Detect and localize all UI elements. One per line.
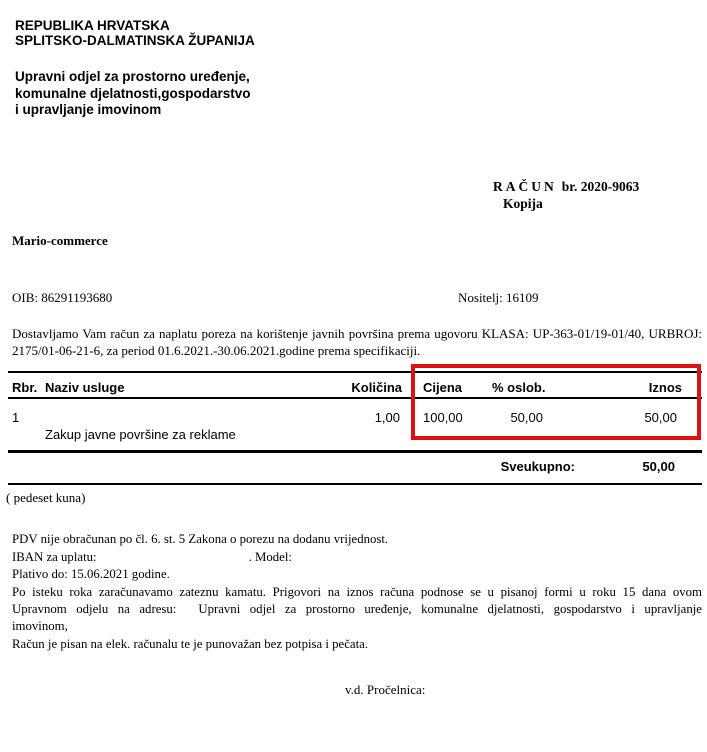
intro-line2: 2175/01-06-21-6, za period 01.6.2021.-30.06.2021.godine prema specifikaciji. — [12, 343, 421, 358]
iban-blank-space — [97, 560, 249, 561]
row-iznos: 50,00 — [644, 410, 677, 425]
table-rule-top — [8, 371, 702, 373]
note-due-date: Plativo do: 15.06.2021 godine. — [12, 567, 170, 581]
note-address — [12, 602, 702, 617]
table-rule-under-header — [8, 397, 702, 399]
address-value: Upravni odjel za prostorno uređenje, komunalne djelatnosti, gospodarstvo i upravljanje — [198, 602, 702, 616]
invoice-title-word: RAČUN — [493, 179, 557, 194]
row-rbr: 1 — [12, 410, 20, 425]
invoice-number: br. 2020-9063 — [561, 179, 640, 194]
col-header-rbr: Rbr. — [12, 380, 38, 395]
table-rule-under-row — [8, 450, 702, 453]
amount-in-words: ( pedeset kuna) — [6, 490, 86, 505]
col-header-naziv: Naziv usluge — [45, 380, 125, 395]
row-kolicina: 1,00 — [374, 410, 400, 425]
col-header-oslob: % oslob. — [492, 380, 546, 395]
org-dept-line1: Upravni odjel za prostorno uređenje, — [15, 69, 250, 84]
address-label: Upravnom odjelu na adresu: — [12, 602, 177, 616]
row-oslob: 50,00 — [510, 410, 543, 425]
note-pdv: PDV nije obračunan po čl. 6. st. 5 Zakona o porezu na dodanu vrijednost. — [12, 532, 389, 546]
oib-value: OIB: 86291193680 — [12, 290, 113, 305]
col-header-cijena: Cijena — [423, 380, 463, 395]
org-country: REPUBLIKA HRVATSKA — [15, 18, 170, 33]
col-header-kolicina: Količina — [351, 380, 402, 395]
row-cijena: 100,00 — [423, 410, 463, 425]
model-label: . Model: — [248, 550, 292, 564]
signature-title: v.d. Pročelnica: — [345, 682, 426, 697]
nositelj-value: Nositelj: 16109 — [458, 290, 539, 305]
table-rule-under-total — [8, 483, 702, 485]
iban-label: IBAN za uplatu: — [12, 550, 97, 564]
copy-label: Kopija — [503, 196, 543, 211]
recipient-name: Mario-commerce — [12, 233, 108, 248]
col-header-iznos: Iznos — [648, 380, 682, 395]
highlight-box — [411, 364, 701, 440]
total-label: Sveukupno: — [500, 459, 575, 474]
org-dept-line3: i upravljanje imovinom — [15, 102, 162, 117]
org-county: SPLITSKO-DALMATINSKA ŽUPANIJA — [15, 33, 255, 48]
org-dept-line2: komunalne djelatnosti,gospodarstvo — [15, 86, 251, 101]
note-electronic: Račun je pisan na elek. računalu te je punovažan bez potpisa i pečata. — [12, 637, 369, 651]
address-blank-space — [176, 612, 198, 613]
note-address-cont: imovinom, — [12, 619, 68, 633]
note-iban — [12, 550, 292, 565]
row-naziv: Zakup javne površine za reklame — [45, 427, 236, 442]
total-value: 50,00 — [642, 459, 675, 474]
invoice-title — [493, 179, 639, 195]
note-interest: Po isteku roka zaračunavamo zateznu kamatu. Prigovori na iznos računa podnose se u pisanoj formi u roku 15 dana ovom — [12, 585, 702, 599]
intro-line1: Dostavljamo Vam račun za naplatu poreza na korištenje javnih površina prema ugovoru KLASA: UP-363-01/19-01/40, URBROJ: — [12, 326, 702, 341]
